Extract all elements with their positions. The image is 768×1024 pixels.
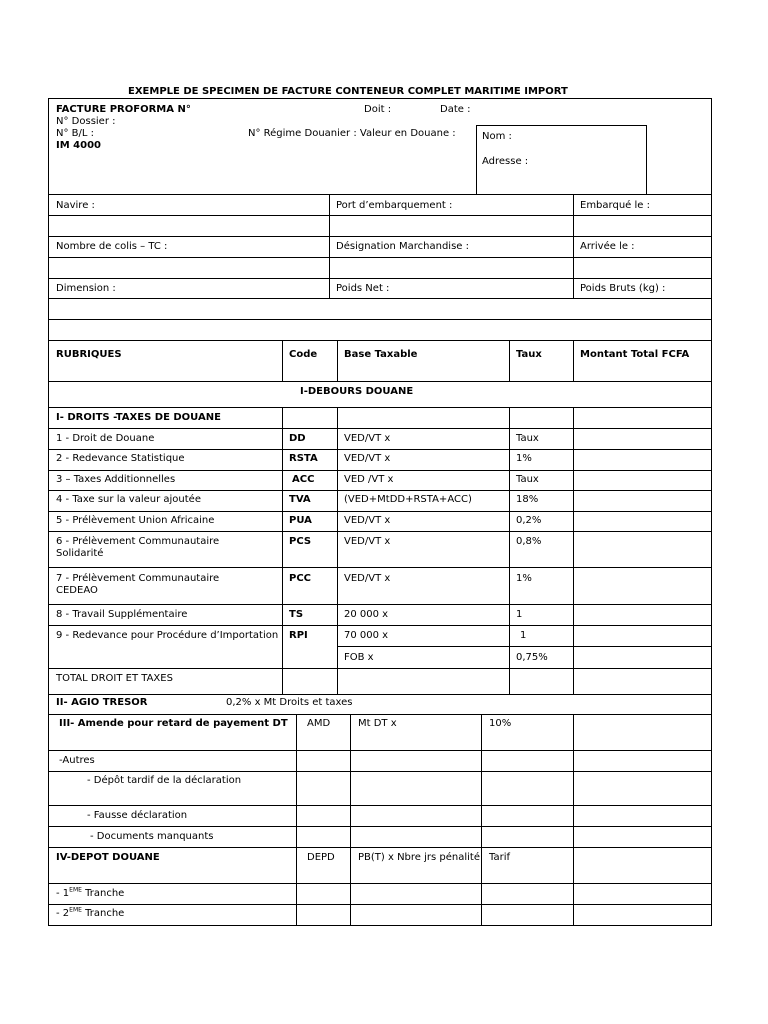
- amende-code: AMD: [307, 718, 331, 729]
- col-base: Base Taxable: [344, 349, 418, 360]
- row-taux: Taux: [516, 474, 539, 485]
- agio-desc: 0,2% x Mt Droits et taxes: [226, 697, 353, 708]
- row-base: 70 000 x: [344, 630, 389, 641]
- port-label: Port d’embarquement :: [336, 200, 453, 211]
- row-label: 9 - Redevance pour Procédure d’Importation: [56, 630, 279, 641]
- document-title: EXEMPLE DE SPECIMEN DE FACTURE CONTENEUR COMPLET MARITIME IMPORT: [128, 86, 568, 97]
- embarque-label: Embarqué le :: [580, 200, 650, 211]
- depot-taux: Tarif: [489, 852, 510, 863]
- dossier-label: N° Dossier :: [56, 116, 116, 127]
- row-label: 6 - Prélèvement Communautaire Solidarité: [56, 536, 220, 559]
- row-code: RPI: [289, 630, 308, 641]
- colis-label: Nombre de colis – TC :: [56, 241, 168, 252]
- row-base: 20 000 x: [344, 609, 389, 620]
- row-base: VED/VT x: [344, 536, 391, 547]
- col-code: Code: [289, 349, 318, 360]
- row-label: 1 - Droit de Douane: [56, 433, 155, 444]
- depot-code: DEPD: [307, 852, 335, 863]
- poids-net-label: Poids Net :: [336, 283, 390, 294]
- autres-label: -Autres: [59, 755, 95, 766]
- depot-label: IV-DEPOT DOUANE: [56, 852, 160, 863]
- section-debours: I-DEBOURS DOUANE: [300, 386, 414, 397]
- row-label: 3 – Taxes Additionnelles: [56, 474, 176, 485]
- fob-taux: 0,75%: [516, 652, 548, 663]
- row-taux: 1%: [516, 573, 532, 584]
- row-base: VED/VT x: [344, 515, 391, 526]
- poids-bruts-label: Poids Bruts (kg) :: [580, 283, 666, 294]
- navire-label: Navire :: [56, 200, 95, 211]
- row-code: TS: [289, 609, 304, 620]
- section-droits: I- DROITS -TAXES DE DOUANE: [56, 412, 221, 423]
- adresse-label: Adresse :: [482, 156, 529, 167]
- depot-tardif-label: - Dépôt tardif de la déclaration: [87, 775, 242, 786]
- doit-label: Doit :: [364, 104, 392, 115]
- row-code: RSTA: [289, 453, 318, 464]
- row-label: 2 - Redevance Statistique: [56, 453, 185, 464]
- row-label: 8 - Travail Supplémentaire: [56, 609, 188, 620]
- amende-label: III- Amende pour retard de payement DT: [59, 718, 288, 729]
- row-label: 4 - Taxe sur la valeur ajoutée: [56, 494, 201, 505]
- row-base: VED /VT x: [344, 474, 394, 485]
- row-code: DD: [289, 433, 306, 444]
- documents-label: - Documents manquants: [90, 831, 214, 842]
- row-taux: 18%: [516, 494, 539, 505]
- fausse-label: - Fausse déclaration: [87, 810, 188, 821]
- row-taux: 0,2%: [516, 515, 542, 526]
- row-taux: Taux: [516, 433, 539, 444]
- row-code: ACC: [292, 474, 315, 485]
- row-base: (VED+MtDD+RSTA+ACC): [344, 494, 472, 505]
- facture-proforma-label: FACTURE PROFORMA N°: [56, 104, 191, 115]
- tranche-2: - 2EME Tranche: [56, 906, 125, 919]
- amende-taux: 10%: [489, 718, 512, 729]
- row-taux: 0,8%: [516, 536, 542, 547]
- col-rubriques: RUBRIQUES: [56, 349, 122, 360]
- total-label: TOTAL DROIT ET TAXES: [56, 673, 173, 684]
- depot-base: PB(T) x Nbre jrs pénalité: [358, 852, 481, 863]
- row-base: VED/VT x: [344, 433, 391, 444]
- row-base: VED/VT x: [344, 453, 391, 464]
- arrivee-label: Arrivée le :: [580, 241, 635, 252]
- dimension-label: Dimension :: [56, 283, 116, 294]
- agio-label: II- AGIO TRESOR: [56, 697, 148, 708]
- row-label: 7 - Prélèvement Communautaire CEDEAO: [56, 573, 220, 596]
- row-label: 5 - Prélèvement Union Africaine: [56, 515, 215, 526]
- row-code: PCC: [289, 573, 312, 584]
- amende-base: Mt DT x: [358, 718, 397, 729]
- col-montant: Montant Total FCFA: [580, 349, 690, 360]
- row-code: PUA: [289, 515, 312, 526]
- row-base: VED/VT x: [344, 573, 391, 584]
- im-code: IM 4000: [56, 140, 101, 151]
- row-taux: 1: [516, 609, 523, 620]
- bl-label: N° B/L :: [56, 128, 95, 139]
- row-code: PCS: [289, 536, 312, 547]
- fob-base: FOB x: [344, 652, 374, 663]
- regime-label: N° Régime Douanier : Valeur en Douane :: [248, 128, 456, 139]
- row-code: TVA: [289, 494, 311, 505]
- row-taux: 1: [520, 630, 527, 641]
- tranche-1: - 1EME Tranche: [56, 886, 125, 899]
- row-taux: 1%: [516, 453, 532, 464]
- date-label: Date :: [440, 104, 471, 115]
- col-taux: Taux: [516, 349, 542, 360]
- designation-label: Désignation Marchandise :: [336, 241, 469, 252]
- nom-label: Nom :: [482, 131, 512, 142]
